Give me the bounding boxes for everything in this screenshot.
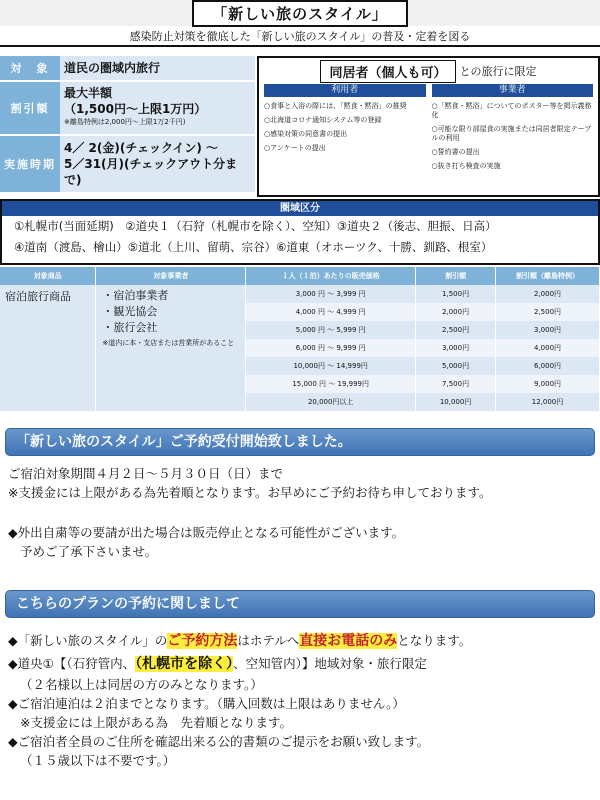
- user-column: [264, 84, 426, 171]
- business-type: ・宿泊事業者: [102, 289, 169, 302]
- info-row-discount: [0, 82, 255, 134]
- product-category: 宿泊旅行商品: [0, 285, 96, 411]
- business-column: [432, 84, 594, 171]
- discount-cell: 2,500円: [416, 321, 496, 339]
- user-item: ○食事と入浴の際には、「黙食・黙浴」の推奨: [264, 102, 407, 110]
- table-header: 対象事業者: [96, 267, 246, 285]
- info-value: 5／31(月)(チェックアウト分まで): [64, 157, 238, 187]
- business-type: ・観光協会: [102, 305, 158, 318]
- companion-highlight: 同居者（個人も可）: [320, 60, 455, 83]
- price-cell: 15,000 円 ～ 19,999円: [246, 375, 416, 393]
- plan-line-nights: ◆ご宿泊連泊は２泊までとなります。（購入回数は上限はありません。）: [8, 696, 405, 711]
- discount-cell: 2,000円: [416, 303, 496, 321]
- booking-open-banner: 「新しい旅のスタイル」ご予約受付開始致しました。: [5, 428, 595, 456]
- business-column-head: 事業者: [432, 84, 594, 97]
- plan-line-companion: （２名様以上は同居の方のみとなります。）: [20, 677, 263, 692]
- price-cell: 4,000 円 ～ 4,999 円: [246, 303, 416, 321]
- companion-box: [257, 56, 600, 197]
- notice-limit: ※支援金には上限がある為先着順となります。お早めにご予約お待ち申しております。: [8, 485, 492, 500]
- table-header: 対象商品: [0, 267, 96, 285]
- area-head: 圏域区分: [2, 201, 598, 216]
- page-subtitle: 感染防止対策を徹底した「新しい旅のスタイル」の普及・定着を図る: [0, 27, 600, 47]
- table-row: [0, 285, 600, 303]
- area-line: ④道南（渡島、檜山）⑤道北（上川、留萌、宗谷）⑥道東（オホーツク、十勝、釧路、根室）: [14, 240, 493, 254]
- island-cell: 6,000円: [496, 357, 600, 375]
- info-value: 最大半額: [64, 86, 113, 100]
- price-cell: 5,000 円 ～ 5,999 円: [246, 321, 416, 339]
- table-header: 割引額（離島特例）: [496, 267, 600, 285]
- user-item: ○北海道コロナ通知システム等の登録: [264, 116, 382, 124]
- island-cell: 9,000円: [496, 375, 600, 393]
- phone-only-highlight: 直接お電話のみ: [299, 633, 398, 649]
- notice-suspension: ◆外出自粛等の要請が出た場合は販売停止となる可能性がございます。: [8, 525, 405, 540]
- island-cell: 12,000円: [496, 393, 600, 411]
- discount-cell: 5,000円: [416, 357, 496, 375]
- table-header: １人（１泊）あたりの販売価格: [246, 267, 416, 285]
- price-cell: 3,000 円 ～ 3,999 円: [246, 285, 416, 303]
- user-item: ○アンケートの提出: [264, 144, 326, 152]
- info-value: 4／ 2(金)(チェックイン) ～: [64, 141, 219, 155]
- price-cell: 6,000 円 ～ 9,999 円: [246, 339, 416, 357]
- info-label: 実施時期: [0, 136, 60, 192]
- info-panel: [0, 56, 255, 194]
- discount-cell: 3,000円: [416, 339, 496, 357]
- area-line: ①札幌市(当面延期) ②道央１（石狩（札幌市を除く）、空知）③道央２（後志、胆振、日高）: [14, 219, 497, 233]
- island-cell: 3,000円: [496, 321, 600, 339]
- price-cell: 10,000円 ～ 14,999円: [246, 357, 416, 375]
- island-cell: 2,500円: [496, 303, 600, 321]
- notice-period: ご宿泊対象期間４月２日～５月３０日（日）まで: [8, 466, 284, 481]
- table-header: 割引額: [416, 267, 496, 285]
- business-item: ○可能な限り部屋食の実施または同居者限定テーブルの利用: [431, 125, 592, 142]
- plan-line-cap: ※支援金には上限がある為 先着順となります。: [20, 715, 292, 730]
- companion-suffix: との旅行に限定: [459, 65, 537, 78]
- plan-line-region: ◆道央①【（石狩管内、（札幌市を除く）、空知管内）】地域対象・旅行限定: [8, 656, 427, 672]
- info-value: （1,500円～上限1万円）: [64, 102, 207, 116]
- title-bar: [0, 0, 600, 26]
- discount-cell: 7,500円: [416, 375, 496, 393]
- business-type: ・旅行会社: [102, 321, 158, 334]
- info-row-period: [0, 136, 255, 192]
- business-note: ※道内に本・支店または営業所があること: [102, 339, 235, 347]
- notice-acknowledge: 予めご了承下さいませ。: [20, 544, 158, 559]
- island-cell: 4,000円: [496, 339, 600, 357]
- discount-cell: 10,000円: [416, 393, 496, 411]
- info-row-target: [0, 56, 255, 80]
- info-label: 対 象: [0, 56, 60, 80]
- business-item: ○誓約書の提出: [431, 148, 480, 156]
- plan-booking-banner: こちらのプランの予約に関しまして: [5, 590, 595, 618]
- user-item: ○感染対策の同意書の提出: [264, 130, 348, 138]
- area-division-box: [0, 199, 600, 265]
- price-table: [0, 267, 600, 411]
- sapporo-excluded-highlight: （札幌市を除く）: [135, 656, 234, 672]
- island-cell: 2,000円: [496, 285, 600, 303]
- user-column-head: 利用者: [264, 84, 426, 97]
- plan-line-id: ◆ご宿泊者全員のご住所を確認出来る公的書類のご提示をお願い致します。: [8, 734, 430, 749]
- info-value: 道民の圏域内旅行: [64, 61, 161, 75]
- plan-line-age: （１５歳以下は不要です。）: [20, 753, 176, 768]
- business-list: [96, 285, 246, 411]
- booking-method-highlight: ご予約方法: [167, 633, 238, 649]
- price-cell: 20,000円以上: [246, 393, 416, 411]
- info-note: ※離島特例は2,000円～上限1万2千円): [64, 118, 186, 126]
- plan-line-method: ◆「新しい旅のスタイル」のご予約方法はホテルへ直接お電話のみとなります。: [8, 633, 472, 649]
- discount-cell: 1,500円: [416, 285, 496, 303]
- info-label: 割引額: [0, 82, 60, 134]
- business-item: ○抜き打ち検査の実施: [431, 162, 501, 170]
- page-title: 「新しい旅のスタイル」: [192, 0, 408, 27]
- business-item: ○「黙食・黙浴」についてのポスター等を掲示義務化: [431, 102, 592, 119]
